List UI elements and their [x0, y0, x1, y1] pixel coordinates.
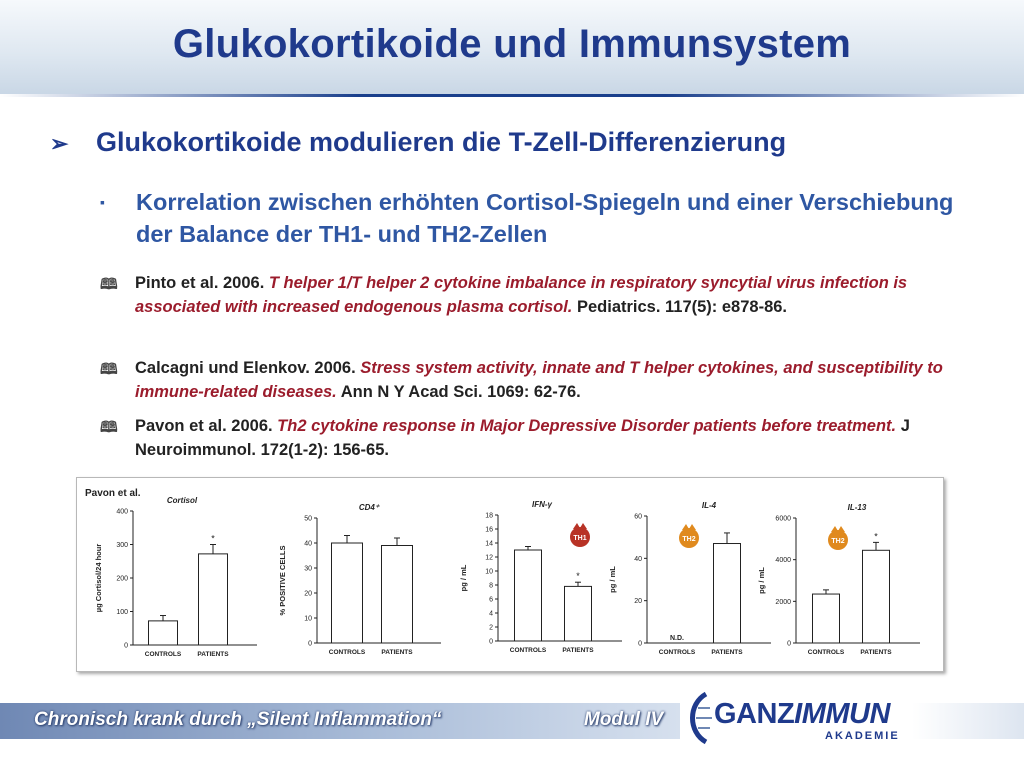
y-tick-label: 20: [304, 590, 312, 598]
y-tick-label: 0: [638, 640, 642, 648]
logo-wordmark: [714, 698, 890, 731]
reference-text: [135, 271, 980, 319]
y-tick-label: 50: [304, 515, 312, 523]
reference-title: Stress system activity, innate and T helper cytokines, and susceptibility to immune-related diseases.: [135, 359, 943, 401]
x-tick-label: PATIENTS: [562, 647, 594, 654]
reference-source: J Neuroimmunol. 172(1-2): 156-65.: [135, 417, 910, 459]
y-tick-label: 18: [485, 512, 493, 520]
bar: [863, 550, 890, 643]
x-tick-label: PATIENTS: [197, 651, 229, 658]
panel-title: IFN-γ: [532, 500, 552, 509]
ganzimmun-logo: [684, 690, 914, 746]
y-tick-label: 4000: [775, 557, 791, 565]
y-tick-label: 200: [116, 575, 128, 583]
square-bullet-icon: ▪: [100, 194, 105, 210]
reference-source: Pediatrics. 117(5): e878-86.: [572, 298, 788, 316]
significance-mark: *: [874, 531, 878, 542]
not-detected-label: N.D.: [670, 635, 684, 642]
reference-authors: Pavon et al. 2006.: [135, 417, 278, 435]
y-tick-label: 12: [485, 554, 493, 562]
y-tick-label: 14: [485, 540, 493, 548]
bar: [382, 546, 413, 644]
y-tick-label: 0: [787, 640, 791, 648]
logo-helix-icon: [684, 690, 718, 746]
y-tick-label: 10: [304, 615, 312, 623]
x-tick-label: CONTROLS: [144, 651, 182, 658]
bar: [565, 586, 592, 641]
x-tick-label: CONTROLS: [807, 649, 845, 656]
bar: [515, 550, 542, 641]
x-tick-label: CONTROLS: [658, 649, 696, 656]
logo-part-a: GANZ: [714, 698, 795, 730]
arrow-bullet-icon: ➢: [50, 131, 69, 156]
reference-authors: Calcagni und Elenkov. 2006.: [135, 359, 361, 377]
y-tick-label: 4: [489, 610, 493, 618]
y-tick-label: 6: [489, 596, 493, 604]
th-cell-badge-label: TH2: [831, 538, 845, 545]
reference-text: [135, 414, 980, 462]
reference-title: T helper 1/T helper 2 cytokine imbalance in respiratory syncytial virus infection is associated with increased endogenous plasma cortisol.: [135, 274, 908, 316]
y-tick-label: 20: [634, 598, 642, 606]
slide-title: Glukokortikoide und Immunsystem: [172, 22, 852, 66]
y-tick-label: 6000: [775, 515, 791, 523]
th-cell-badge-label: TH1: [573, 535, 587, 542]
y-tick-label: 8: [489, 582, 493, 590]
y-tick-label: 30: [304, 565, 312, 573]
footer-module: Modul IV: [584, 709, 664, 730]
book-icon: 🕮: [100, 419, 118, 436]
y-tick-label: 2: [489, 624, 493, 632]
y-tick-label: 0: [489, 638, 493, 646]
bar: [149, 621, 178, 645]
logo-part-b: IMMUN: [794, 698, 890, 730]
significance-mark: *: [576, 571, 580, 582]
bar: [714, 544, 741, 643]
y-axis-label: µg Cortisol/24 hour: [94, 543, 103, 613]
y-axis-label: pg / mL: [459, 564, 468, 592]
figure-panel: [76, 477, 944, 672]
book-icon: 🕮: [100, 361, 118, 378]
y-tick-label: 2000: [775, 598, 791, 606]
x-tick-label: PATIENTS: [860, 649, 892, 656]
reference-title: Th2 cytokine response in Major Depressive Disorder patients before treatment.: [277, 417, 897, 435]
bar: [199, 554, 228, 645]
figure-source-label: Pavon et al.: [85, 488, 141, 499]
th-cell-badge-label: TH2: [682, 536, 696, 543]
y-axis-label: pg / mL: [608, 566, 617, 593]
y-tick-label: 400: [116, 508, 128, 516]
reference-text: [135, 356, 980, 404]
y-tick-label: 40: [304, 540, 312, 548]
y-tick-label: 300: [116, 542, 128, 549]
footer-band-right: [912, 703, 1024, 739]
y-tick-label: 16: [485, 526, 493, 534]
reference-authors: Pinto et al. 2006.: [135, 274, 269, 292]
x-tick-label: CONTROLS: [509, 647, 547, 654]
header-divider: [0, 94, 1024, 97]
y-axis-label: pg / mL: [757, 567, 766, 594]
y-tick-label: 10: [485, 568, 493, 576]
y-tick-label: 0: [124, 642, 128, 650]
bullet-level2-text: Korrelation zwischen erhöhten Cortisol-Spiegeln und einer Verschiebung der Balance der TH1- und TH2-Zellen: [136, 189, 954, 247]
significance-mark: *: [211, 533, 215, 544]
y-tick-label: 40: [634, 555, 642, 563]
panel-title: Cortisol: [166, 496, 198, 505]
bullet-level1-text: Glukokortikoide modulieren die T-Zell-Differenzierung: [96, 127, 787, 157]
x-tick-label: CONTROLS: [328, 649, 366, 656]
y-tick-label: 60: [634, 513, 642, 521]
panel-title: IL-4: [701, 501, 717, 510]
bar: [332, 543, 363, 643]
x-tick-label: PATIENTS: [381, 649, 413, 656]
footer-course-title: Chronisch krank durch „Silent Inflammation“: [34, 709, 442, 730]
bar: [813, 594, 840, 643]
x-tick-label: PATIENTS: [711, 649, 743, 656]
th-cell-badge-spikes: [682, 524, 696, 530]
y-tick-label: 100: [116, 609, 128, 616]
th-cell-badge-spikes: [831, 526, 845, 532]
bullet-level1: [50, 127, 786, 158]
th-cell-badge-spikes: [573, 523, 587, 529]
logo-subtitle: AKADEMIE: [825, 730, 900, 742]
book-icon: 🕮: [100, 276, 118, 293]
panel-title: CD4⁺: [358, 503, 380, 512]
bar-chart-figure: [77, 478, 943, 671]
reference-source: Ann N Y Acad Sci. 1069: 62-76.: [336, 383, 581, 401]
panel-title: IL-13: [847, 503, 867, 512]
y-tick-label: 0: [308, 640, 312, 648]
y-axis-label: % POSITIVE CELLS: [278, 545, 287, 616]
